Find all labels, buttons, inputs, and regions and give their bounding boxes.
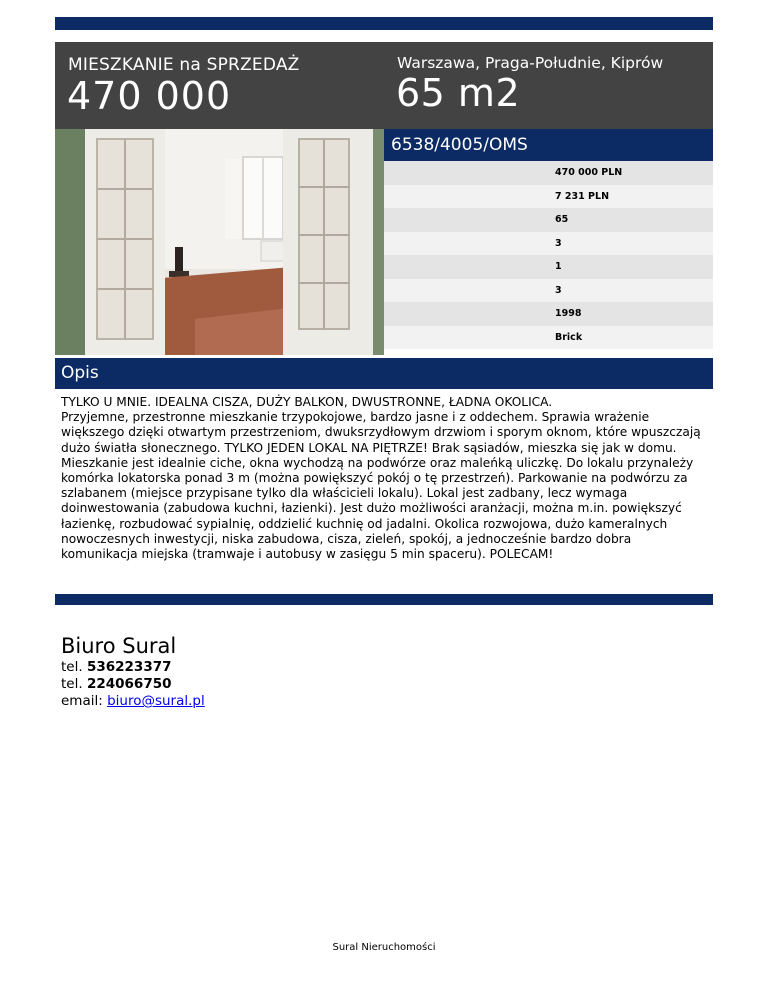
email-line — [61, 693, 205, 710]
description-heading: Opis — [55, 358, 713, 389]
phone-number: 536223377 — [86, 659, 172, 675]
top-accent-bar — [55, 17, 713, 30]
param-row: 65 — [384, 208, 713, 232]
listing-type: MIESZKANIE na SPRZEDAŻ — [68, 55, 300, 75]
listing-header — [55, 42, 713, 129]
email-link[interactable]: biuro@sural.pl — [107, 693, 205, 709]
param-row: 3 — [384, 279, 713, 303]
footer-company: Sural Nieruchomości — [332, 942, 436, 953]
office-contact — [61, 633, 205, 710]
office-name: Biuro Sural — [61, 634, 177, 658]
parameters-table — [384, 161, 713, 349]
description — [61, 395, 706, 562]
param-row: 1998 — [384, 302, 713, 326]
email-label: email: — [61, 693, 103, 709]
phone-label: tel. — [61, 659, 83, 675]
phone-number: 224066750 — [86, 676, 172, 692]
reference-number: 6538/4005/OMS — [384, 129, 713, 161]
listing-price: 470 000 — [67, 74, 232, 118]
param-row: 470 000 PLN — [384, 161, 713, 185]
phone-label: tel. — [61, 676, 83, 692]
description-body: Przyjemne, przestronne mieszkanie trzypokojowe, bardzo jasne i z oddechem. Sprawia wrażenie większego dzięki otwartym przestrzeniom, dwuksrzydłowym drzwiom i sporym oknom, które wpuszczają dużo światła słonecznego. TYLKO JEDEN LOKAL NA PIĘTRZE! Brak sąsiadów, mieszka się jak w domu. Mieszkanie jest idealnie ciche, okna wychodzą na podwórze oraz maleńką uliczkę. Do lokalu przynależy komórka lokatorska ponad 3 m (można powiększyć pokój o tę przestrzeń). Parkowanie na podwórzu za szlabanem (miejsce przypisane tylko dla właścicieli lokalu). Lokal jest zadbany, lecz wymaga doinwestowania (zabudowa kuchni, łazienki). Jest dużo możliwości aranżacji, można m.in. powiększyć łazienkę, rozbudować sypialnię, oddzielić kuchnię od jadalni. Okolica rozwojowa, dużo kameralnych nowoczesnych inwestycji, niska zabudowa, cisza, zieleń, spokój, a jednocześnie bardzo dobra komunikacja miejska (tramwaje i autobusy w zasięgu 5 min spaceru). POLECAM! — [61, 410, 701, 562]
listing-photo — [55, 129, 384, 355]
listing-location: Warszawa, Praga-Południe, Kiprów — [397, 54, 664, 72]
param-row: 3 — [384, 232, 713, 256]
listing-area: 65 m2 — [396, 71, 521, 115]
param-row: Brick — [384, 326, 713, 350]
description-headline: TYLKO U MNIE. IDEALNA CISZA, DUŻY BALKON, DWUSTRONNE, ŁADNA OKOLICA. — [61, 395, 553, 409]
phone-line — [61, 659, 205, 676]
param-row: 7 231 PLN — [384, 185, 713, 209]
param-row: 1 — [384, 255, 713, 279]
section-divider-bar — [55, 594, 713, 605]
phone-line — [61, 676, 205, 693]
